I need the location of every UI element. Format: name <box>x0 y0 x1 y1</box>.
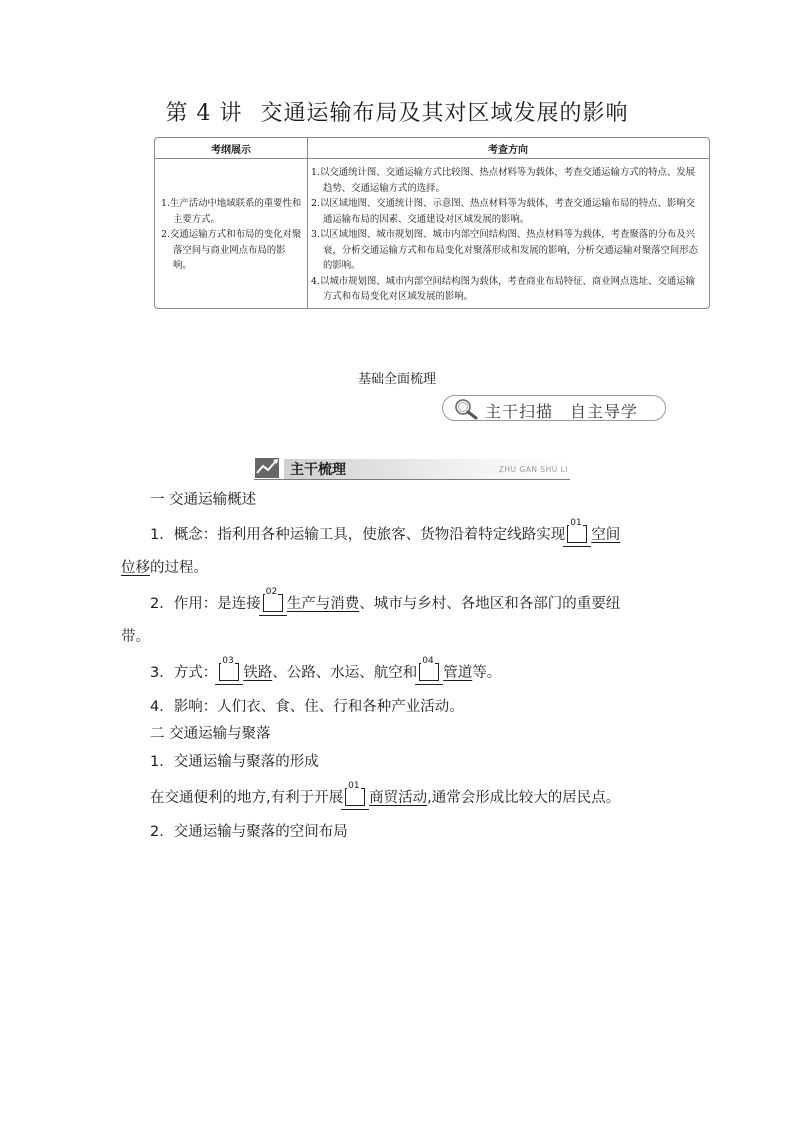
syllabus-cell <box>161 196 303 274</box>
magnifier-icon <box>452 398 482 420</box>
answer-text: 空间 <box>591 527 621 543</box>
table-header-direction: 考查方向 <box>488 145 528 156</box>
impact-line: 4．影响：人们衣、食、住、行和各种产业活动。 <box>150 699 464 715</box>
answer-box: 04 <box>419 663 439 681</box>
direction-item: 3.以区域地图、城市规划图、城市内部空间结构图、热点材料等为载体，考查聚落的分布及兴衰，分析交通运输方式和布局变化对聚落形成和发展的影响，分析交通运输对聚落空间形态的影响。 <box>311 229 699 271</box>
answer-text: 管道 <box>443 665 473 681</box>
pill-text: 主干扫描 自主导学 <box>485 402 639 421</box>
answer-box: 01 <box>567 525 587 543</box>
page-title <box>0 96 794 127</box>
banner-underline <box>254 479 570 480</box>
answer-box: 02 <box>263 594 283 612</box>
trend-chart-icon <box>254 454 282 480</box>
function-line: 2．作用：是连接 02 生产与消费、城市与乡村、各地区和各部门的重要纽 <box>150 592 620 613</box>
answer-text: 商贸活动 <box>369 790 428 806</box>
direction-item: 1.以交通统计图、交通运输方式比较图、热点材料等为载体，考查交通运输方式的特点、发展趋势、交通运输方式的选择。 <box>311 167 695 194</box>
function-line-cont: 带。 <box>121 629 150 645</box>
section-banner <box>254 454 570 480</box>
subheading-spatial-layout: 2．交通运输与聚落的空间布局 <box>150 824 348 840</box>
banner-label: 主干梳理 <box>290 462 346 478</box>
direction-item: 4.以城市规划图、城市内部空间结构图为载体，考查商业布局特征、商业网点选址、交通运输方式和布局变化对区域发展的影响。 <box>311 275 695 302</box>
answer-text: 生产与消费 <box>286 596 360 612</box>
study-guide-pill <box>442 395 666 421</box>
concept-line-cont: 位移的过程。 <box>121 560 208 576</box>
direction-item: 2.以区域地图、交通统计图、示意图、热点材料等为载体，考查交通运输布局的特点、影响交通运输布局的因素、交通建设对区域发展的影响。 <box>311 198 695 225</box>
table-header-syllabus: 考纲展示 <box>211 145 251 156</box>
direction-cell <box>311 165 703 305</box>
answer-text: 位移 <box>121 560 150 576</box>
syllabus-table <box>154 137 710 309</box>
lecture-title: 交通运输布局及其对区域发展的影响 <box>260 101 629 126</box>
banner-pinyin: ZHU GAN SHU LI <box>498 465 568 474</box>
heading-transport-settlement: 二 交通运输与聚落 <box>150 726 271 742</box>
subheading-formation: 1．交通运输与聚落的形成 <box>150 754 319 770</box>
answer-text: 铁路 <box>243 665 273 681</box>
answer-box: 01 <box>345 788 365 806</box>
section-title: 基础全面梳理 <box>357 372 436 387</box>
lecture-number: 第 4 讲 <box>165 101 243 126</box>
modes-line: 3．方式： 03 铁路、公路、水运、航空和 04 管道等。 <box>150 661 501 682</box>
table-divider <box>307 138 308 308</box>
table-header-row <box>155 138 709 159</box>
heading-transport-overview: 一 交通运输概述 <box>150 492 257 508</box>
concept-line: 1．概念：指利用各种运输工具，使旅客、货物沿着特定线路实现 01 空间 <box>150 523 620 544</box>
syllabus-item: 1.生产活动中地域联系的重要性和主要方式。 <box>161 198 302 225</box>
formation-line: 在交通便利的地方,有利于开展 01 商贸活动,通常会形成比较大的居民点。 <box>150 786 620 807</box>
syllabus-item: 2.交通运输方式和布局的变化对聚落空间与商业网点布局的影响。 <box>161 229 302 271</box>
answer-box: 03 <box>219 663 239 681</box>
